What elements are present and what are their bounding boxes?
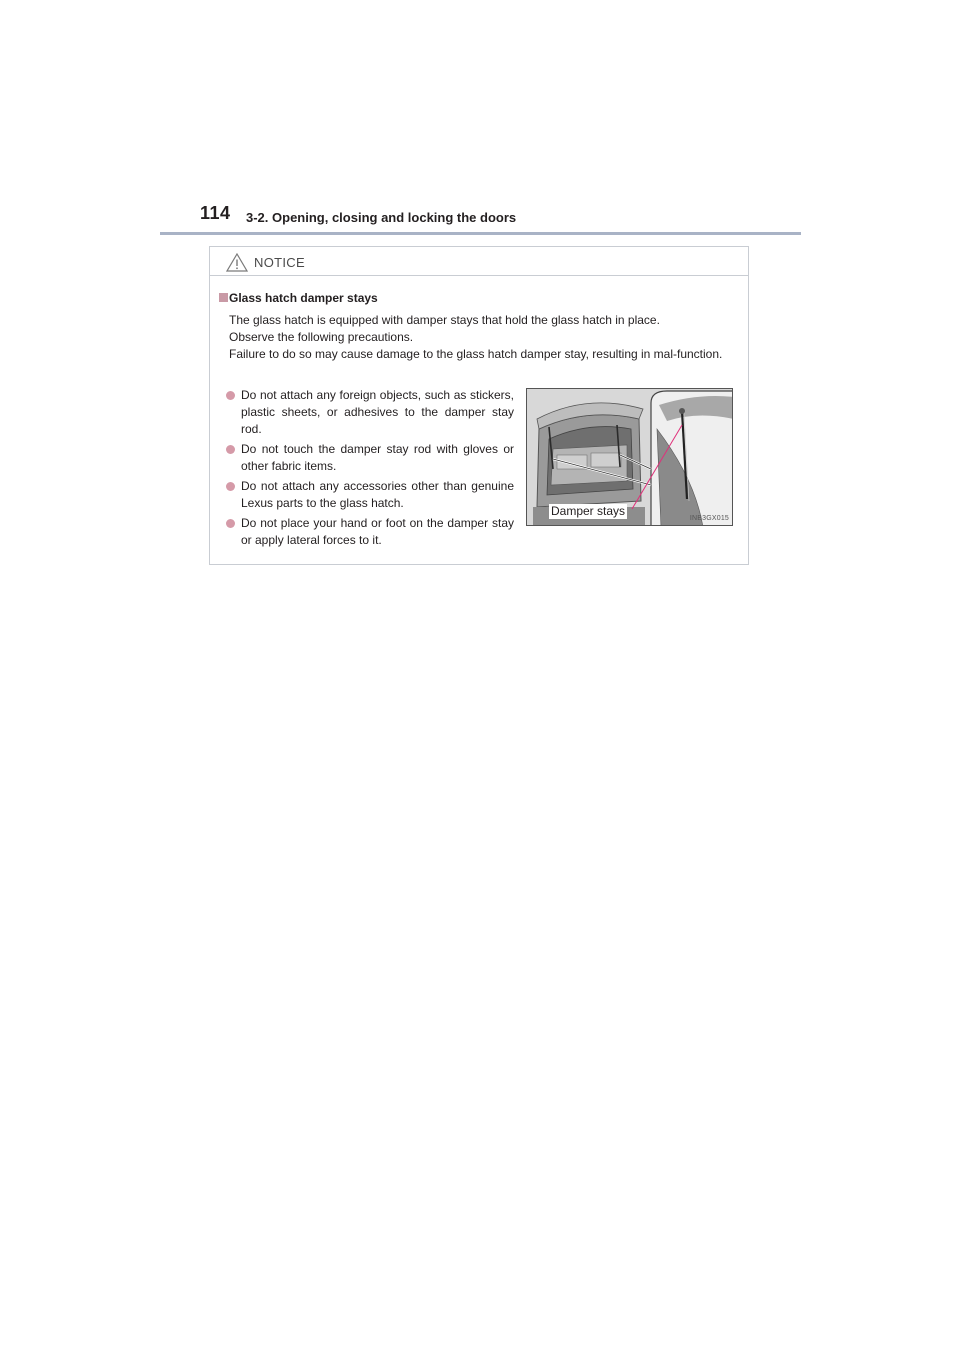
bullet-dot-icon [226, 482, 235, 491]
notice-box [209, 246, 749, 565]
bullet-dot-icon [226, 519, 235, 528]
section-title: 3-2. Opening, closing and locking the doors [246, 210, 517, 225]
bullet-dot-icon [226, 445, 235, 454]
item-title: Glass hatch damper stays [229, 291, 378, 305]
list-item [222, 478, 514, 512]
bullet-dot-icon [226, 391, 235, 400]
list-item-text: Do not touch the damper stay rod with gloves or other fabric items. [241, 442, 514, 473]
notice-paragraph: The glass hatch is equipped with damper stays that hold the glass hatch in place. [229, 313, 660, 327]
notice-header [210, 247, 748, 276]
header-rule [160, 232, 801, 235]
notice-label: NOTICE [254, 255, 305, 270]
list-item [222, 441, 514, 475]
square-bullet-icon [219, 293, 228, 302]
damper-stay-figure [526, 388, 733, 526]
list-item-text: Do not attach any accessories other than genuine Lexus parts to the glass hatch. [241, 479, 514, 510]
warning-triangle-icon [226, 253, 248, 272]
precaution-list [222, 387, 514, 552]
list-item [222, 515, 514, 549]
notice-paragraph: Observe the following precautions. [229, 330, 414, 344]
notice-paragraph: Failure to do so may cause damage to the glass hatch damper stay, resulting in mal-function. [229, 347, 723, 361]
page-number: 114 [200, 203, 231, 223]
figure-code: INB3GX015 [689, 515, 729, 522]
list-item [222, 387, 514, 438]
callout-label: Damper stays [551, 504, 626, 518]
list-item-text: Do not place your hand or foot on the damper stay or apply lateral forces to it. [241, 516, 514, 547]
list-item-text: Do not attach any foreign objects, such as stickers, plastic sheets, or adhesives to the damper stay rod. [241, 388, 514, 436]
